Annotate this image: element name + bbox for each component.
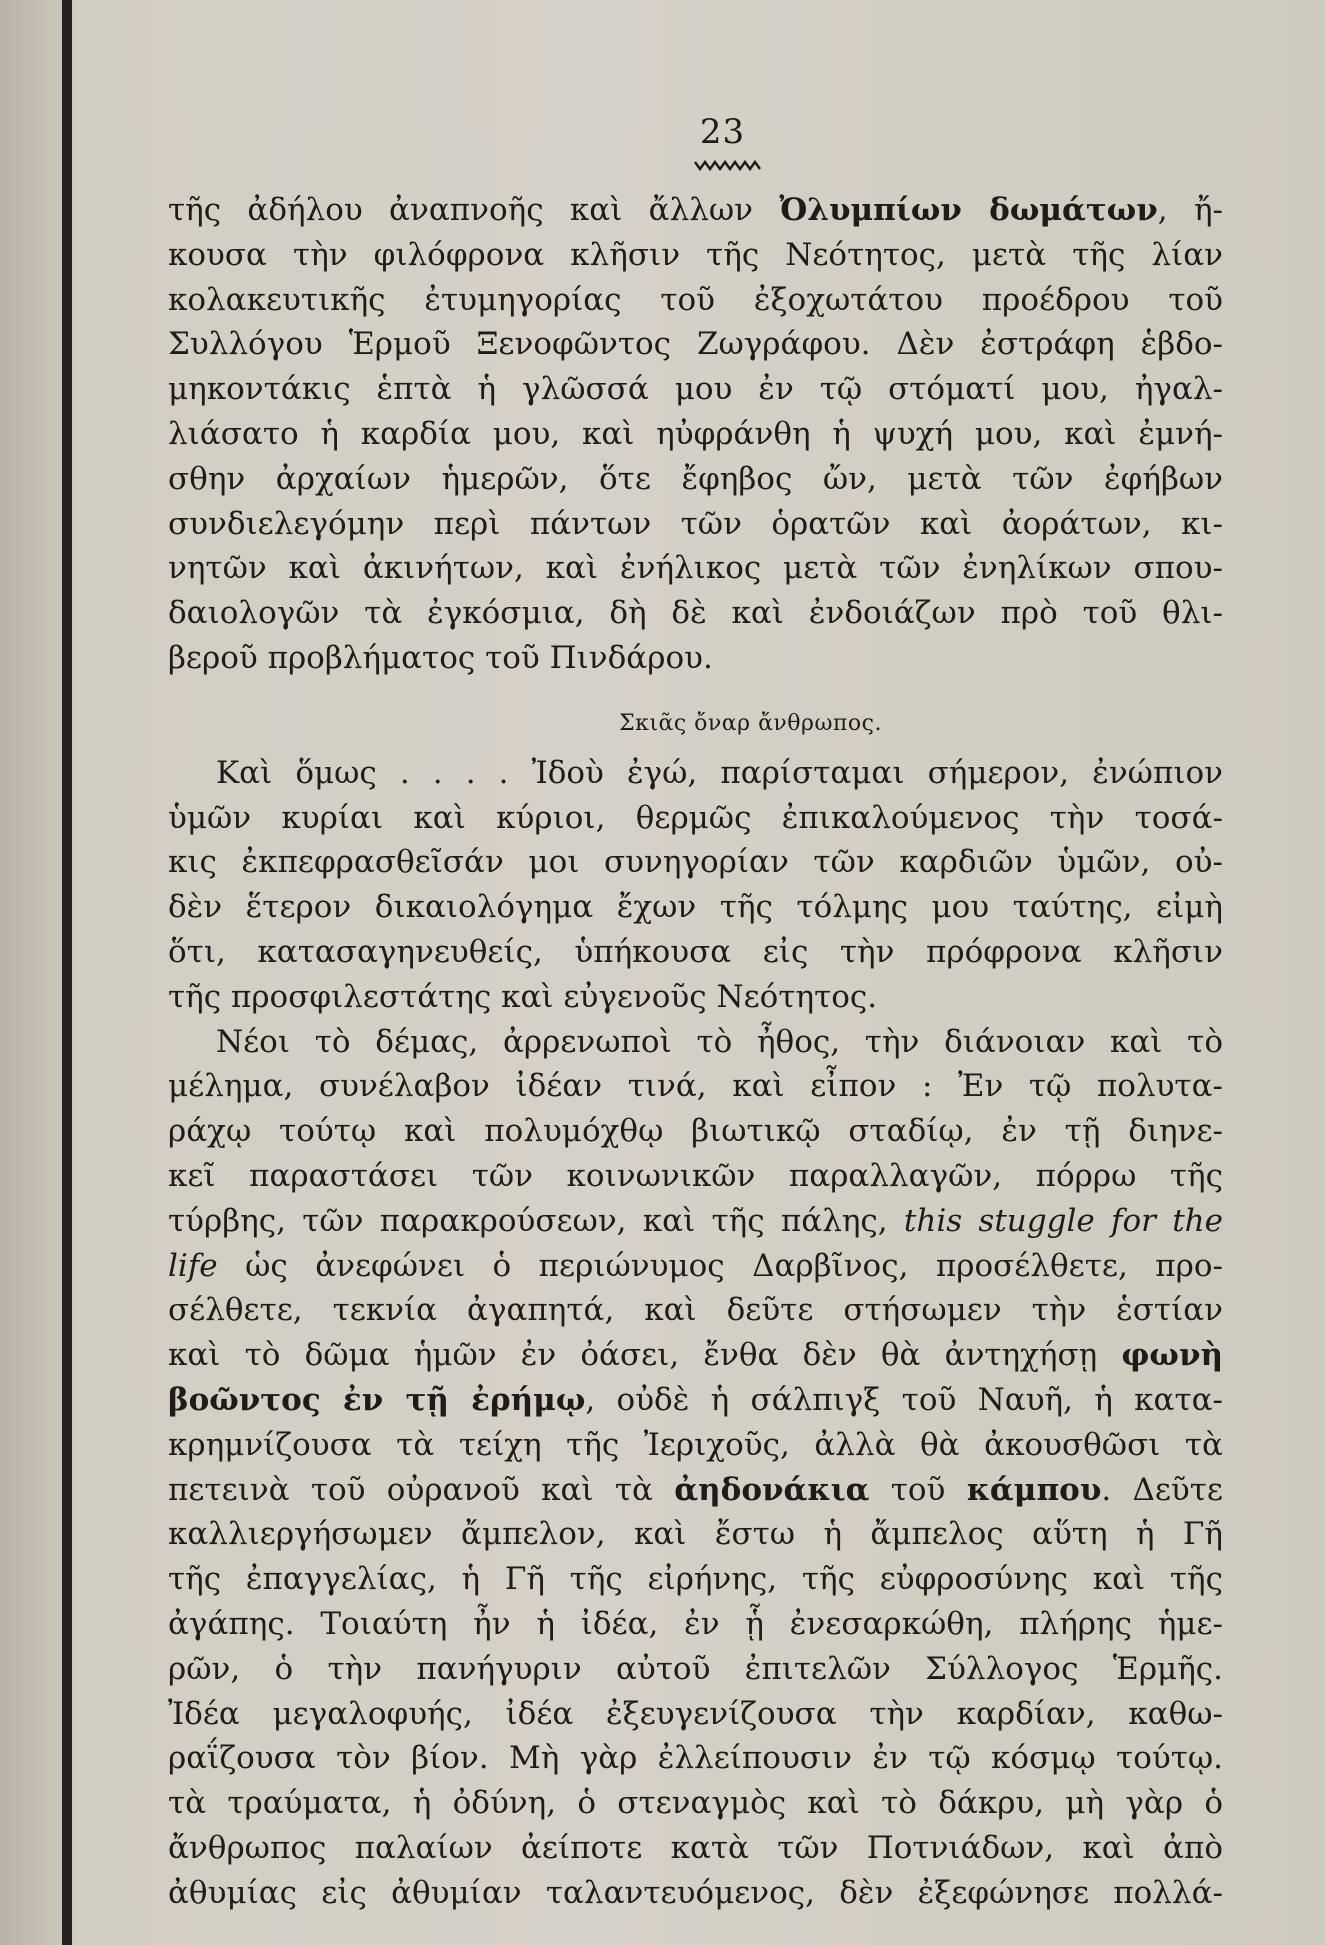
text-line xyxy=(168,975,1223,1020)
text-line xyxy=(168,1020,1223,1065)
gutter-shadow xyxy=(0,0,62,1945)
text-line xyxy=(168,367,1223,412)
text-line xyxy=(168,1423,1223,1468)
text-segment: τὰ τραύματα, ἡ ὀδύνη, ὁ στεναγμὸς καὶ τὸ δάκρυ, μὴ γὰρ ὁ xyxy=(168,1785,1223,1822)
text-segment: βεροῦ προβλήματος τοῦ Πινδάρου. xyxy=(168,639,713,676)
text-line xyxy=(168,636,1223,681)
text-segment: κις ἐκπεφρασθεῖσάν μοι συνηγορίαν τῶν καρδιῶν ὑμῶν, οὐ- xyxy=(168,844,1223,881)
text-line xyxy=(168,322,1223,367)
text-segment: ὑμῶν κυρίαι καὶ κύριοι, θερμῶς ἐπικαλούμενος τὴν τοσά- xyxy=(168,799,1223,836)
text-line xyxy=(168,1288,1223,1333)
text-segment: κολακευτικῆς ἐτυμηγορίας τοῦ ἐξοχωτάτου προέδρου τοῦ xyxy=(168,281,1223,318)
text-line xyxy=(168,502,1223,547)
text-line xyxy=(168,1557,1223,1602)
text-segment: δὲν ἕτερον δικαιολόγημα ἔχων τῆς τόλμης μου ταύτης, εἰμὴ xyxy=(168,889,1223,926)
text-segment: ρῶν, ὁ τὴν πανήγυριν αὐτοῦ ἐπιτελῶν Σύλλογος Ἑρμῆς. xyxy=(168,1650,1223,1687)
text-line xyxy=(168,1154,1223,1199)
text-segment: λιάσατο ἡ καρδία μου, καὶ ηὐφράνθη ἡ ψυχή μου, καὶ ἐμνή- xyxy=(168,415,1223,452)
text-segment: , οὐδὲ ἡ σάλπιγξ τοῦ Ναυῆ, ἡ κατα- xyxy=(585,1381,1223,1418)
text-segment: κεῖ παραστάσει τῶν κοινωνικῶν παραλλαγῶν, πόρρω τῆς xyxy=(168,1157,1223,1194)
text-segment: Νέοι τὸ δέμας, ἀρρενωποὶ τὸ ἦθος, τὴν διάνοιαν καὶ τὸ xyxy=(216,1023,1223,1060)
text-segment: Συλλόγου Ἑρμοῦ Ξενοφῶντος Ζωγράφου. Δὲν ἐστράφη ἑβδο- xyxy=(168,326,1223,363)
text-segment: δαιολογῶν τὰ ἐγκόσμια, δὴ δὲ καὶ ἐνδοιάζων πρὸ τοῦ θλι- xyxy=(168,595,1223,632)
text-line xyxy=(168,412,1223,457)
text-line xyxy=(168,1736,1223,1781)
bold-text: Ὀλυμπίων δωμάτων xyxy=(779,192,1158,228)
text-line xyxy=(168,840,1223,885)
text-line xyxy=(168,1871,1223,1916)
text-segment: ὡς ἀνεφώνει ὁ περιώνυμος Δαρβῖνος, προσέλθετε, προ- xyxy=(217,1247,1223,1284)
page-number: 23 xyxy=(699,112,746,152)
text-line xyxy=(168,278,1223,323)
text-line xyxy=(168,1244,1223,1289)
text-line xyxy=(168,930,1223,975)
text-segment: κρημνίζουσα τὰ τείχη τῆς Ἰεριχοῦς, ἀλλὰ θὰ ἀκουσθῶσι τὰ xyxy=(168,1426,1223,1463)
bold-text: ἀηδονάκια xyxy=(674,1471,870,1508)
text-segment: ραΐζουσα τὸν βίον. Μὴ γὰρ ἐλλείπουσιν ἐν τῷ κόσμῳ τούτῳ. xyxy=(168,1740,1223,1777)
text-line xyxy=(168,1468,1223,1513)
page-header xyxy=(0,112,1325,172)
body-text xyxy=(168,188,1223,1915)
section-subheading: Σκιᾶς ὄναρ ἄνθρωπος. xyxy=(619,710,882,736)
italic-text: life xyxy=(168,1247,218,1284)
text-line xyxy=(168,1647,1223,1692)
text-line xyxy=(168,1512,1223,1557)
text-segment: καλλιεργήσωμεν ἄμπελον, καὶ ἔστω ἡ ἄμπελος αὕτη ἡ Γῆ xyxy=(168,1516,1223,1553)
text-segment: μηκοντάκις ἑπτὰ ἡ γλῶσσά μου ἐν τῷ στόματί μου, ἠγαλ- xyxy=(168,371,1223,408)
paragraph-1 xyxy=(168,188,1223,681)
text-segment: σθην ἀρχαίων ἡμερῶν, ὅτε ἔφηβος ὤν, μετὰ τῶν ἐφήβων xyxy=(168,460,1223,497)
paragraph-3 xyxy=(168,1020,1223,1916)
binding-edge xyxy=(62,0,72,1945)
text-segment: σέλθετε, τεκνία ἀγαπητά, καὶ δεῦτε στήσωμεν τὴν ἑστίαν xyxy=(168,1292,1223,1329)
text-segment: ἀγάπης. Τοιαύτη ἦν ἡ ἰδέα, ἐν ᾗ ἐνεσαρκώθη, πλήρης ἡμε- xyxy=(168,1605,1223,1642)
text-segment: κουσα τὴν φιλόφρονα κλῆσιν τῆς Νεότητος, μετὰ τῆς λίαν xyxy=(168,236,1223,273)
text-line xyxy=(168,1781,1223,1826)
text-line xyxy=(168,1199,1223,1244)
bold-text: βοῶντος ἐν τῇ ἐρήμῳ xyxy=(168,1381,586,1418)
italic-text: this stuggle for the xyxy=(903,1202,1223,1239)
text-line xyxy=(168,1602,1223,1647)
text-line xyxy=(168,457,1223,502)
text-segment: τῆς ἀδήλου ἀναπνοῆς καὶ ἄλλων xyxy=(168,192,780,228)
text-segment: συνδιελεγόμην περὶ πάντων τῶν ὁρατῶν καὶ ἀοράτων, κι- xyxy=(168,505,1223,542)
text-segment: τύρβης, τῶν παρακρούσεων, καὶ τῆς πάλης, xyxy=(168,1202,904,1239)
text-line xyxy=(168,1692,1223,1737)
text-segment: ἀθυμίας εἰς ἀθυμίαν ταλαντευόμενος, δὲν ἐξεφώνησε πολλά- xyxy=(168,1874,1223,1911)
text-segment: ὅτι, κατασαγηνευθείς, ὑπήκουσα εἰς τὴν πρόφρονα κλῆσιν xyxy=(168,933,1223,970)
text-segment: Καὶ ὅμως . . . . Ἰδοὺ ἐγώ, παρίσταμαι σήμερον, ἐνώπιον xyxy=(216,754,1223,791)
paragraph-2 xyxy=(168,751,1223,1020)
text-line xyxy=(168,1826,1223,1871)
text-segment: τῆς προσφιλεστάτης καὶ εὐγενοῦς Νεότητος. xyxy=(168,978,878,1015)
text-line xyxy=(168,591,1223,636)
bold-text: φωνὴ xyxy=(1121,1337,1223,1374)
wave-ornament-icon xyxy=(693,158,763,172)
text-line xyxy=(168,1109,1223,1154)
text-segment: πετεινὰ τοῦ οὐρανοῦ καὶ τὰ xyxy=(168,1471,675,1508)
text-line xyxy=(168,751,1223,796)
text-segment: μέλημα, συνέλαβον ἰδέαν τινά, καὶ εἶπον : Ἐν τῷ πολυτα- xyxy=(168,1068,1223,1105)
bold-text: κάμπου xyxy=(966,1471,1102,1508)
text-line xyxy=(168,1333,1223,1378)
text-line xyxy=(168,188,1223,233)
text-line xyxy=(168,1064,1223,1109)
text-line xyxy=(168,885,1223,930)
text-segment: νητῶν καὶ ἀκινήτων, καὶ ἐνήλικος μετὰ τῶν ἐνηλίκων σπου- xyxy=(168,550,1223,587)
text-segment: . Δεῦτε xyxy=(1101,1471,1223,1508)
text-line xyxy=(168,796,1223,841)
text-segment: ἄνθρωπος παλαίων ἀείποτε κατὰ τῶν Ποτνιάδων, καὶ ἀπὸ xyxy=(168,1829,1223,1866)
text-line xyxy=(168,1378,1223,1423)
text-line xyxy=(168,546,1223,591)
text-segment: ράχῳ τούτῳ καὶ πολυμόχθῳ βιωτικῷ σταδίῳ, ἐν τῇ διηνε- xyxy=(168,1113,1223,1150)
text-line xyxy=(168,233,1223,278)
text-segment: Ἰδέα μεγαλοφυής, ἰδέα ἐξευγενίζουσα τὴν καρδίαν, καθω- xyxy=(168,1695,1223,1732)
text-segment: καὶ τὸ δῶμα ἡμῶν ἐν ὀάσει, ἔνθα δὲν θὰ ἀντηχήσῃ xyxy=(168,1337,1122,1374)
text-segment: τῆς ἐπαγγελίας, ἡ Γῆ τῆς εἰρήνης, τῆς εὐφροσύνης καὶ τῆς xyxy=(168,1561,1223,1598)
text-segment: , ἤ- xyxy=(1157,192,1223,228)
text-segment: τοῦ xyxy=(869,1471,967,1508)
